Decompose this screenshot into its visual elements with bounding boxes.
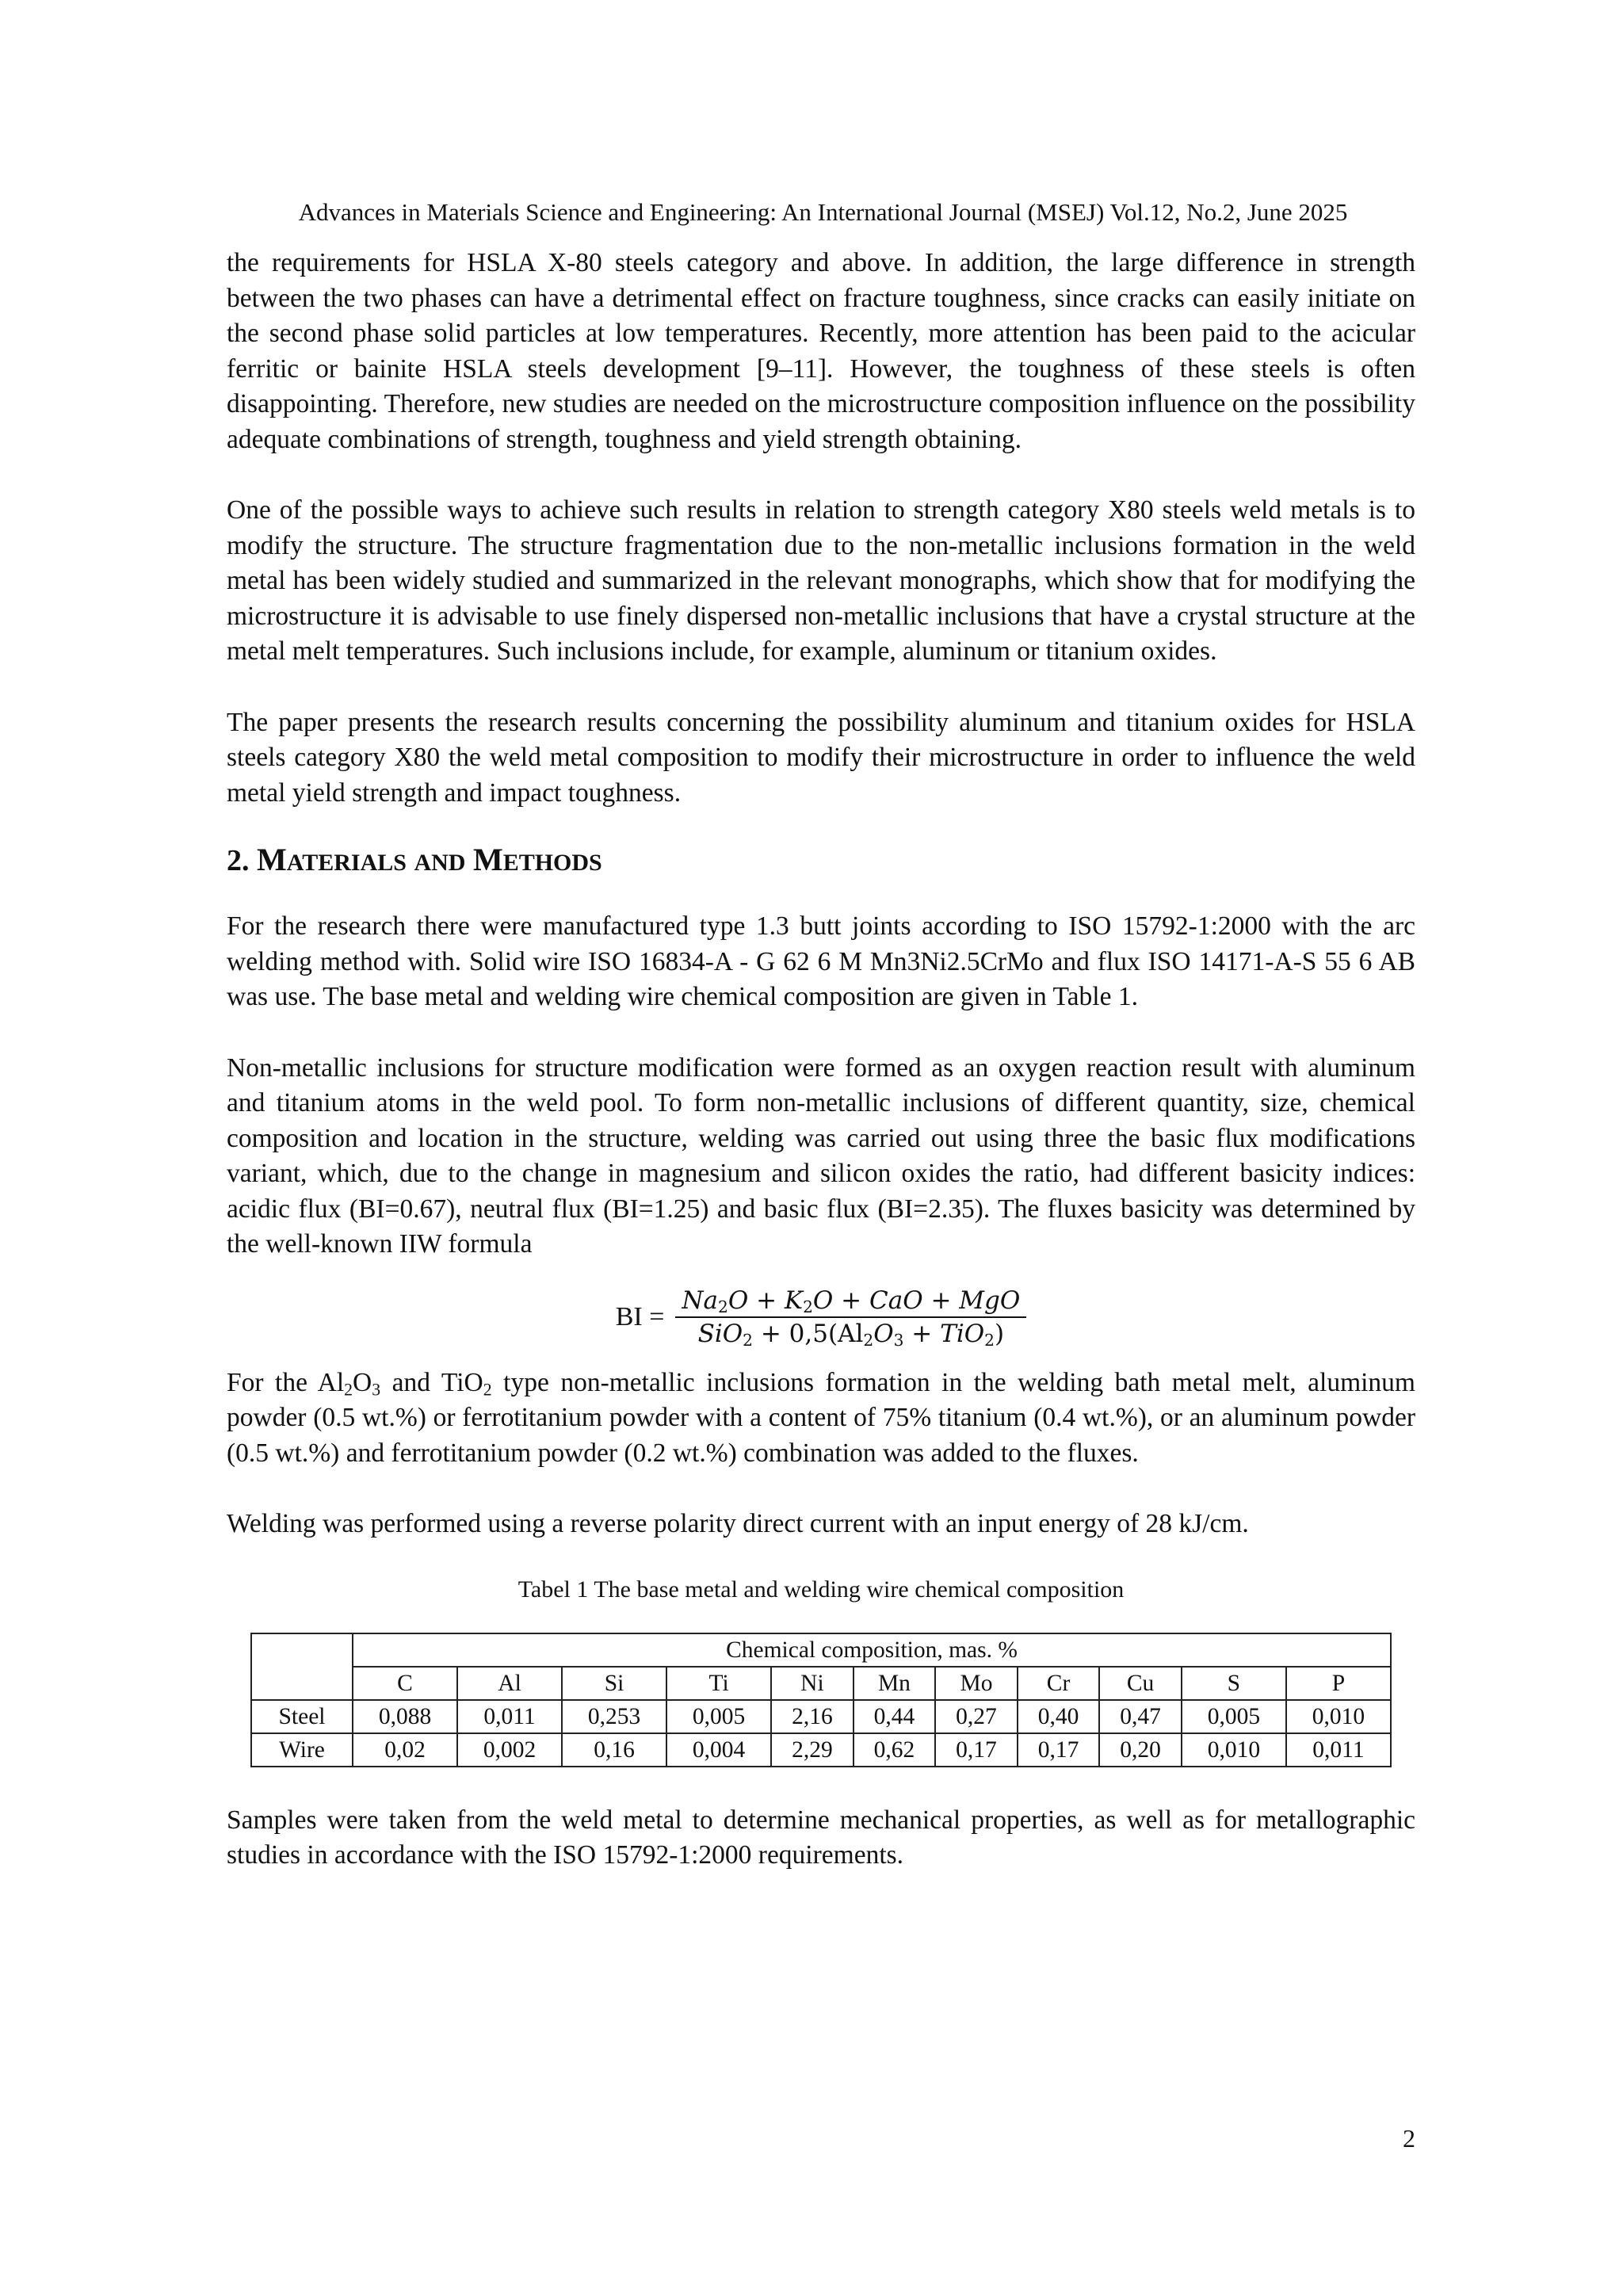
table-column-header: S [1182,1667,1286,1700]
table-cell: 0,011 [1286,1733,1391,1767]
tio2-sub-2: 2 [483,1379,492,1399]
table-cell: 0,005 [666,1700,771,1733]
table-cell: 0,20 [1099,1733,1182,1767]
table-cell: 0,02 [353,1733,457,1767]
table-cell: 0,002 [457,1733,562,1767]
formula-lhs: BI = [615,1301,665,1331]
formula-num-k: O + K [727,1286,804,1315]
table-cell: 0,005 [1182,1700,1286,1733]
formula-den-mid: + 0,5(Al [752,1319,864,1348]
table-cell: 0,27 [935,1700,1018,1733]
table-row-label: Steel [251,1700,353,1733]
table-cell: 0,17 [1018,1733,1100,1767]
basicity-formula [227,1285,1415,1350]
running-header: Advances in Materials Science and Engineering: An International Journal (MSEJ) Vol.12, No.2, June 2025 [298,198,1348,226]
formula-den-sub-1: 2 [743,1330,753,1350]
section-number: 2. [227,844,250,877]
table-group-header: Chemical composition, mas. % [353,1633,1391,1667]
formula-den-sub-4: 2 [984,1330,995,1350]
formula-den-sub-2: 2 [863,1330,874,1350]
formula-numerator [675,1285,1026,1318]
table-cell: 2,16 [771,1700,854,1733]
table-cell: 0,17 [935,1733,1018,1767]
section-word-3-initial: M [472,842,503,877]
table-column-header: P [1286,1667,1391,1700]
formula-fraction [675,1285,1026,1350]
table-cell: 0,16 [562,1733,666,1767]
paragraph-6-part-b: O [353,1367,372,1397]
table-cell: 0,44 [854,1700,936,1733]
table-cell: 0,010 [1182,1733,1286,1767]
table-row-label: Wire [251,1733,353,1767]
formula-den-o: O [873,1319,894,1348]
table-row [251,1700,1391,1733]
chemical-composition-table [250,1633,1392,1767]
table-column-header: Ti [666,1667,771,1700]
table-cell: 0,47 [1099,1700,1182,1733]
formula-den-close: ) [994,1319,1005,1348]
table-cell: 0,62 [854,1733,936,1767]
table-column-header: Cu [1099,1667,1182,1700]
paragraph-6 [227,1366,1415,1472]
section-word-1-initial: M [257,842,287,877]
formula-num-sub-2: 2 [803,1297,813,1316]
formula-num-na: Na [682,1286,718,1315]
table-corner-cell [251,1633,353,1700]
table-cell: 0,010 [1286,1700,1391,1733]
al2o3-sub-2: 2 [344,1379,353,1399]
page-body [227,246,1415,1874]
table-column-header-row [251,1667,1391,1700]
table-column-header: Cr [1018,1667,1100,1700]
formula-num-sub-1: 2 [717,1297,728,1316]
table-cell: 0,088 [353,1700,457,1733]
paragraph-5: Non-metallic inclusions for structure modification were formed as an oxygen reaction result with aluminum and titanium atoms in the weld pool. To form non-metallic inclusions of different quantity, size, chemical composition and location in the structure, welding was carried out using three the basic flux modifications variant, which, due to the change in magnesium and silicon oxides the ratio, had different basicity indices: acidic flux (BI=0.67), neutral flux (BI=1.25) and basic flux (BI=2.35). The fluxes basicity was determined by the well-known IIW formula [227,1052,1415,1259]
formula-denominator [692,1318,1011,1350]
formula-den-sio: SiO [697,1319,743,1348]
formula-den-sub-3: 3 [893,1330,904,1350]
table-group-header-row [251,1633,1391,1667]
table-caption: Tabel 1 The base metal and welding wire chemical composition [517,1576,1125,1603]
section-word-3-rest: ETHODS [502,850,602,876]
paragraph-4: For the research there were manufactured type 1.3 butt joints according to ISO 15792-1:2000 with the arc welding method with. Solid wire ISO 16834-A - G 62 6 M Mn3Ni2.5CrMo and flux ISO 14171-A-S 55 6 AB was use. The base metal and welding wire chemical composition are given in Table 1. [227,911,1415,1011]
paragraph-8: Samples were taken from the weld metal to determine mechanical properties, as well as for metallographic studies in accordance with the ISO 15792-1:2000 requirements. [227,1805,1415,1870]
paragraph-2: One of the possible ways to achieve such results in relation to strength category X80 steels weld metals is to modify the structure. The structure fragmentation due to the non-metallic inclusions formation in the weld metal has been widely studied and summarized in the relevant monographs, which show that for modifying the microstructure it is advisable to use finely dispersed non-metallic inclusions that have a crystal structure at the metal melt temperatures. Such inclusions include, for example, aluminum or titanium oxides. [227,495,1415,666]
table-cell: 0,004 [666,1733,771,1767]
table-row [251,1733,1391,1767]
paragraph-6-part-c: and TiO [380,1367,483,1397]
table-column-header: Mo [935,1667,1018,1700]
paragraph-6-part-a: For the Al [227,1367,345,1397]
table-column-header: C [353,1667,457,1700]
table-column-header: Mn [854,1667,936,1700]
paragraph-3: The paper presents the research results concerning the possibility aluminum and titanium oxides for HSLA steels category X80 the weld metal composition to modify their microstructure in order to influence the weld metal yield strength and impact toughness. [227,707,1415,808]
table-cell: 0,011 [457,1700,562,1733]
page-number: 2 [1403,2124,1415,2153]
section-heading [227,841,1415,882]
table-cell: 2,29 [771,1733,854,1767]
formula-den-ti: + TiO [903,1319,985,1348]
al2o3-sub-3: 3 [372,1379,381,1399]
section-word-2: AND [414,850,466,876]
table-cell: 0,253 [562,1700,666,1733]
paragraph-1: the requirements for HSLA X-80 steels category and above. In addition, the large difference in strength between the two phases can have a detrimental effect on fracture toughness, since cracks can easily initiate on the second phase solid particles at low temperatures. Recently, more attention has been paid to the acicular ferritic or bainite HSLA steels development [9–11]. However, the toughness of these steels is often disappointing. Therefore, new studies are needed on the microstructure composition influence on the possibility adequate combinations of strength, toughness and yield strength obtaining. [227,248,1415,454]
paragraph-6-part-d: type non-metallic inclusions formation in the welding bath metal melt, aluminum powder (0.5 wt.%) or ferrotitanium powder with a content of 75% titanium (0.4 wt.%), or an aluminum powder (0.5 wt.%) and ferrotitanium powder (0.2 wt.%) combination was added to the fluxes. [227,1367,1415,1468]
table-cell: 0,40 [1018,1700,1100,1733]
paragraph-7: Welding was performed using a reverse polarity direct current with an input energy of 28 kJ/cm. [227,1509,1249,1538]
table-column-header: Si [562,1667,666,1700]
formula-num-rest: O + CaO + MgO [812,1286,1021,1315]
table-column-header: Al [457,1667,562,1700]
table-column-header: Ni [771,1667,854,1700]
section-word-1-rest: ATERIALS [286,850,407,876]
